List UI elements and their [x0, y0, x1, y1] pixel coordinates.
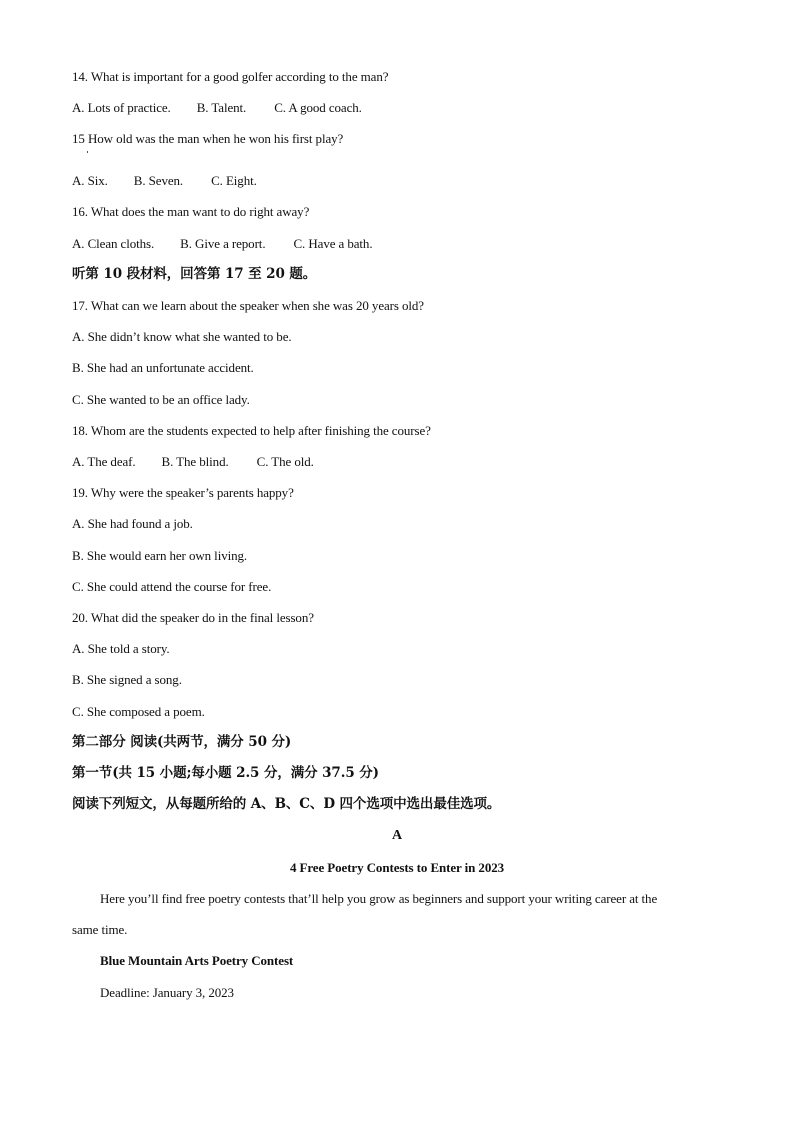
contest-name: Blue Mountain Arts Poetry Contest — [100, 953, 294, 968]
reading-instruction: 阅读下列短文，从每题所给的 A、B、C、D 四个选项中选出最佳选项。 — [72, 796, 501, 812]
question-20-option-a: A. She told a story. — [72, 641, 170, 656]
question-19-option-c: C. She could attend the course for free. — [72, 579, 272, 594]
part-2-heading: 第二部分 阅读(共两节，满分 50 分) — [72, 734, 292, 750]
question-17-option-b: B. She had an unfortunate accident. — [72, 360, 254, 375]
question-14-options — [72, 100, 362, 116]
option-b: B. The blind. — [161, 454, 229, 469]
passage-letter: A — [391, 828, 402, 843]
intro-line-1: Here you’ll find free poetry contests that’ll help you grow as beginners and support your writing career at the — [100, 891, 658, 906]
question-19-option-a: A. She had found a job. — [72, 516, 193, 531]
question-20-option-b: B. She signed a song. — [72, 672, 182, 687]
question-15-options — [72, 173, 257, 189]
passage-title: 4 Free Poetry Contests to Enter in 2023 — [289, 860, 505, 875]
option-c: C. Eight. — [211, 173, 257, 188]
question-14-stem: 14. What is important for a good golfer according to the man? — [72, 69, 389, 84]
question-20-option-c: C. She composed a poem. — [72, 704, 205, 719]
option-a: A. Clean cloths. — [72, 236, 155, 251]
option-a: A. Six. — [72, 173, 108, 188]
question-19-option-b: B. She would earn her own living. — [72, 548, 248, 563]
option-c: C. The old. — [256, 454, 314, 469]
question-18-stem: 18. Whom are the students expected to help after finishing the course? — [72, 423, 431, 438]
question-18-options — [72, 454, 314, 470]
intro-line-2: same time. — [72, 922, 128, 937]
section-1-heading: 第一节(共 15 小题;每小题 2.5 分，满分 37.5 分) — [72, 765, 379, 781]
option-c: C. A good coach. — [274, 100, 362, 115]
option-a: A. Lots of practice. — [72, 100, 171, 115]
stray-mark — [87, 151, 88, 153]
question-17-stem: 17. What can we learn about the speaker when she was 20 years old? — [72, 298, 424, 313]
question-20-stem: 20. What did the speaker do in the final lesson? — [72, 610, 314, 625]
question-15-stem: 15 How old was the man when he won his first play? — [72, 131, 344, 146]
option-c: C. Have a bath. — [293, 236, 373, 251]
section-10-instruction: 听第 10 段材料，回答第 17 至 20 题。 — [72, 266, 317, 282]
option-b: B. Seven. — [133, 173, 184, 188]
question-16-options — [72, 236, 373, 252]
question-19-stem: 19. Why were the speaker’s parents happy? — [72, 485, 294, 500]
option-a: A. The deaf. — [72, 454, 136, 469]
question-17-option-a: A. She didn’t know what she wanted to be. — [72, 329, 292, 344]
question-16-stem: 16. What does the man want to do right away? — [72, 204, 310, 219]
option-b: B. Give a report. — [180, 236, 266, 251]
contest-deadline: Deadline: January 3, 2023 — [100, 985, 234, 1000]
option-b: B. Talent. — [196, 100, 247, 115]
question-17-option-c: C. She wanted to be an office lady. — [72, 392, 250, 407]
